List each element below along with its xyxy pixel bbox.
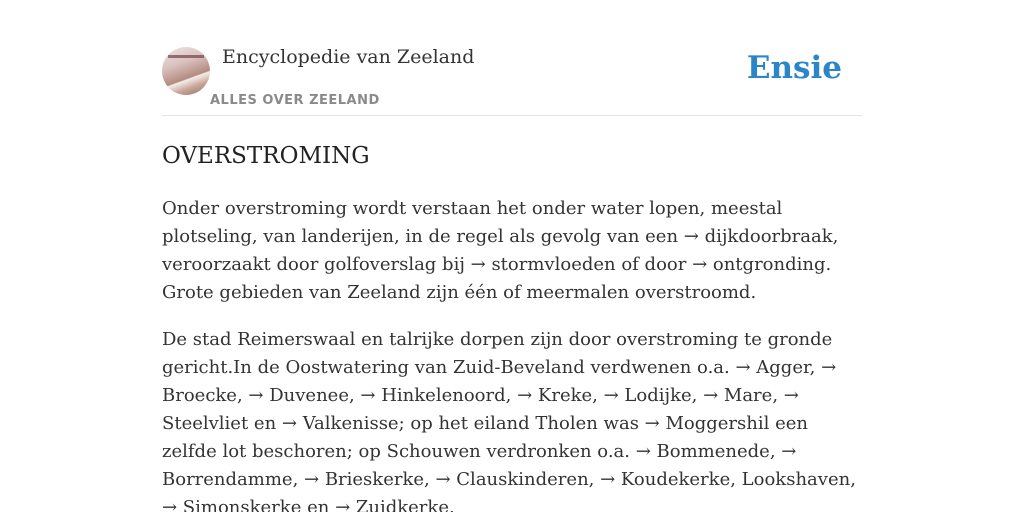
paragraph-text: of door xyxy=(615,254,693,275)
site-title[interactable]: Encyclopedie van Zeeland xyxy=(222,46,475,68)
paragraph-text: , xyxy=(348,385,361,406)
cross-reference-link[interactable]: → Moggershil xyxy=(644,413,770,434)
paragraph-text: , xyxy=(769,441,782,462)
paragraph-text: en xyxy=(301,497,336,512)
paragraph-text: , veroorzaakt door golfoverslag bij xyxy=(162,226,839,275)
site-avatar[interactable] xyxy=(162,47,210,95)
cross-reference-link[interactable]: → Clauskinderen xyxy=(435,469,589,490)
cross-reference-link[interactable]: → Lodijke xyxy=(603,385,692,406)
paragraph-text: . xyxy=(448,497,455,512)
paragraph-text: , Lookshaven, xyxy=(730,469,856,490)
site-subtitle: ALLES OVER ZEELAND xyxy=(210,93,380,108)
cross-reference-link[interactable]: → ontgronding xyxy=(692,254,826,275)
cross-reference-link[interactable]: → dijkdoorbraak xyxy=(683,226,833,247)
paragraph-text: , xyxy=(772,385,784,406)
paragraph-text: , xyxy=(809,357,822,378)
cross-reference-link[interactable]: → Kreke xyxy=(517,385,593,406)
cross-reference-link[interactable]: → Borrendamme xyxy=(162,441,797,490)
site-header xyxy=(162,0,862,116)
cross-reference-link[interactable]: → Zuidkerke xyxy=(335,497,449,512)
cross-reference-link[interactable]: → Steelvliet xyxy=(162,385,799,434)
paragraph-text: Onder overstroming wordt verstaan het onder water lopen, meestal plotseling, van landerijen, in de regel als gevolg van een xyxy=(162,198,783,247)
paragraph-text: ; op het eiland Tholen was xyxy=(398,413,645,434)
article-title: OVERSTROMING xyxy=(162,143,370,169)
cross-reference-link[interactable]: → Agger xyxy=(735,357,810,378)
paragraph-text: , xyxy=(592,385,604,406)
brand-logo[interactable]: Ensie xyxy=(746,50,842,86)
paragraph-text: . Grote gebieden van Zeeland zijn één of meermalen overstroomd. xyxy=(162,254,832,303)
article-paragraph-1 xyxy=(162,195,862,307)
cross-reference-link[interactable]: → Brieskerke xyxy=(304,469,425,490)
paragraph-text: , xyxy=(236,385,249,406)
cross-reference-link[interactable]: → Broecke xyxy=(162,357,837,406)
paragraph-text: , xyxy=(691,385,704,406)
cross-reference-link[interactable]: → Mare xyxy=(703,385,773,406)
cross-reference-link[interactable]: → stormvloeden xyxy=(470,254,616,275)
cross-reference-link[interactable]: → Bommenede xyxy=(635,441,770,462)
cross-reference-link[interactable]: → Duvenee xyxy=(248,385,349,406)
paragraph-text: , xyxy=(292,469,305,490)
cross-reference-link[interactable]: → Simonskerke xyxy=(162,497,302,512)
cross-reference-link[interactable]: → Hinkelenoord xyxy=(360,385,506,406)
page xyxy=(162,0,862,512)
cross-reference-link[interactable]: → Valkenisse xyxy=(281,413,399,434)
paragraph-text: en xyxy=(248,413,282,434)
paragraph-text: , xyxy=(588,469,601,490)
paragraph-text: De stad Reimerswaal en talrijke dorpen zijn door overstroming te gronde gericht.In de Oostwatering van Zuid-Beveland verdwenen o.a. xyxy=(162,329,833,378)
cross-reference-link[interactable]: → Koudekerke xyxy=(600,469,731,490)
paragraph-text: , xyxy=(424,469,436,490)
article-paragraph-2 xyxy=(162,326,862,512)
paragraph-text: , xyxy=(505,385,518,406)
paragraph-text: een zelfde lot beschoren; op Schouwen verdronken o.a. xyxy=(162,413,808,462)
